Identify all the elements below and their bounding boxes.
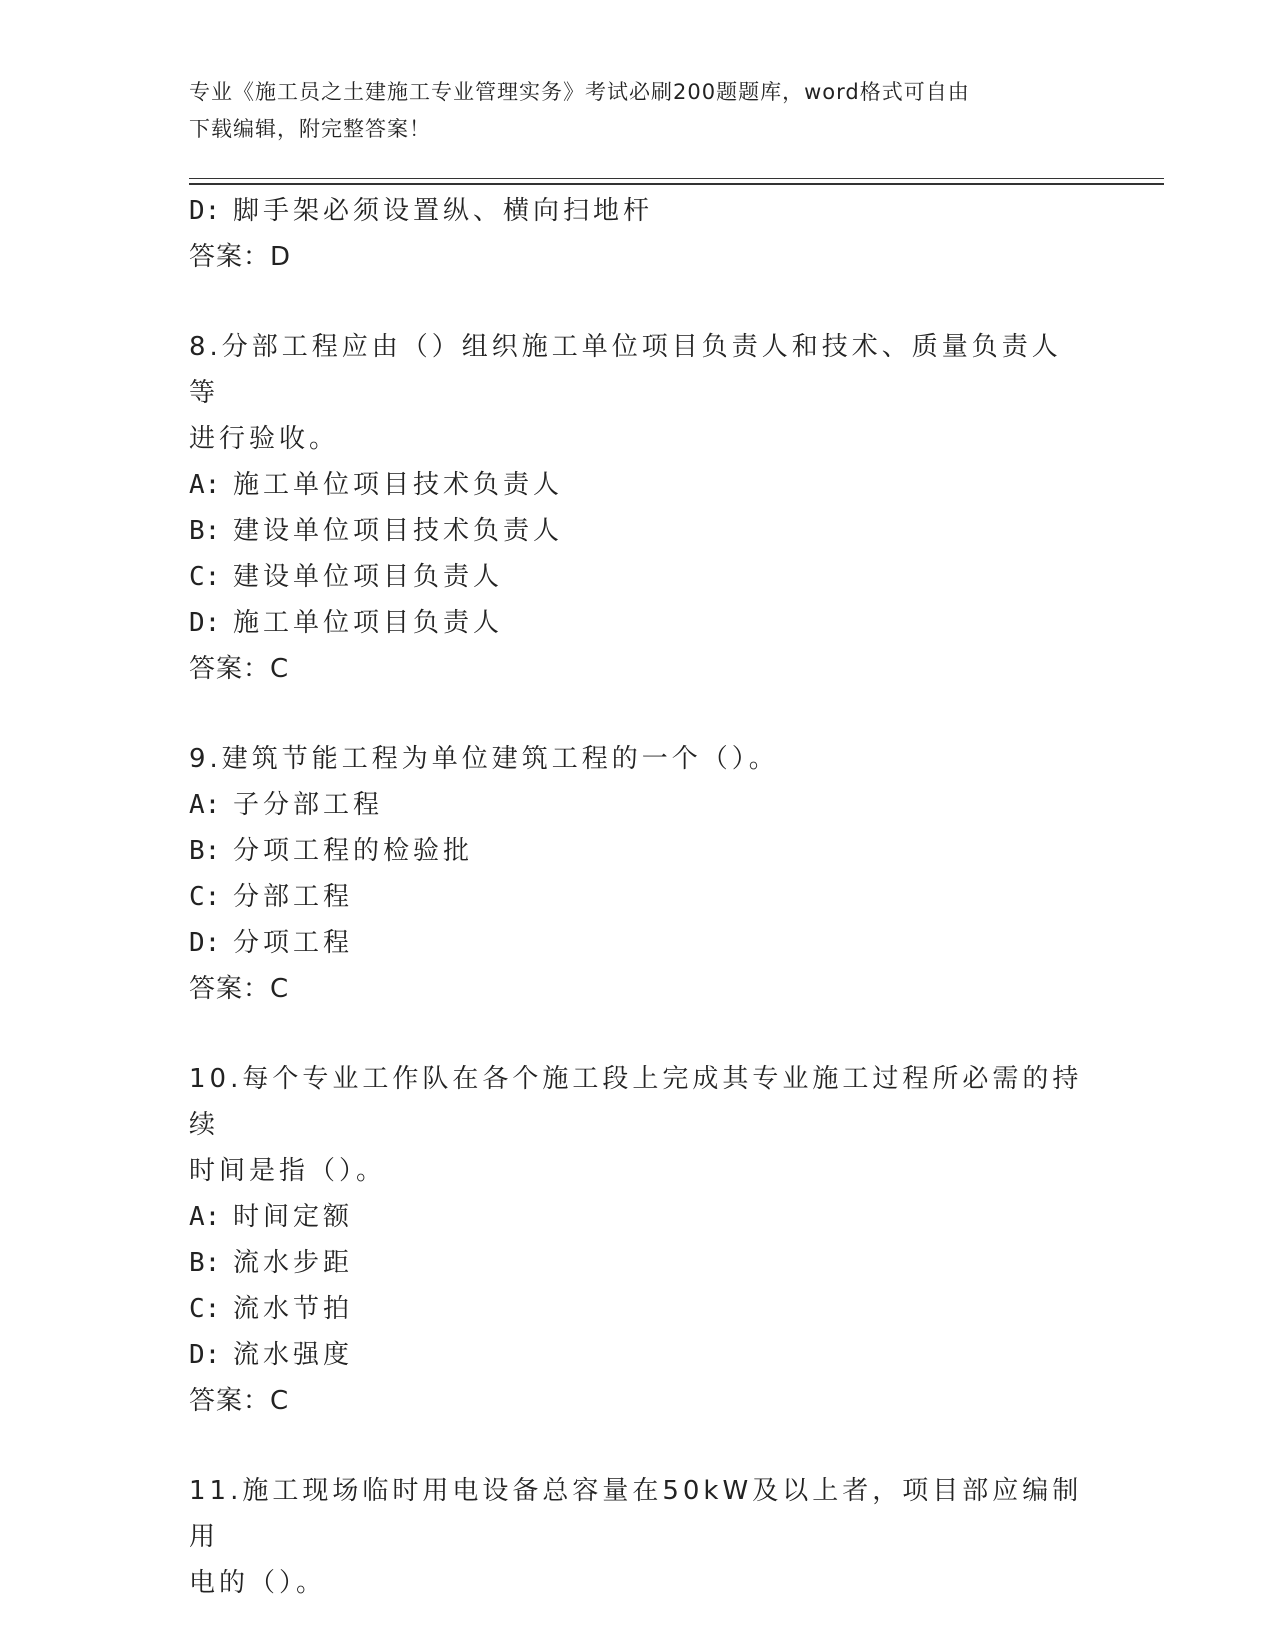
option-text: 流水节拍 — [233, 1294, 354, 1324]
option-c — [189, 554, 1089, 600]
option-letter: B: — [189, 1248, 221, 1278]
option-letter: D: — [189, 928, 221, 958]
option-d — [189, 920, 1089, 966]
question-stem-line: 进行验收。 — [189, 424, 340, 454]
option-b — [189, 508, 1089, 554]
option-c — [189, 1286, 1089, 1332]
option-letter: D: — [189, 196, 221, 226]
option-text: 建设单位项目负责人 — [233, 562, 504, 592]
header-line-2: 下载编辑，附完整答案！ — [189, 117, 431, 141]
option-a — [189, 462, 1089, 508]
answer: 答案：C — [189, 974, 290, 1004]
answer: 答案：C — [189, 1386, 290, 1416]
option-letter: C: — [189, 1294, 221, 1324]
option-text: 施工单位项目负责人 — [233, 608, 504, 638]
option-d — [189, 1332, 1089, 1378]
question-8 — [189, 324, 1089, 692]
document-header — [189, 74, 1089, 148]
option-text: 时间定额 — [233, 1202, 354, 1232]
option-letter: B: — [189, 516, 221, 546]
question-10 — [189, 1056, 1089, 1424]
option-letter: B: — [189, 836, 221, 866]
option-text: 流水强度 — [233, 1340, 354, 1370]
header-divider-thick — [189, 183, 1164, 185]
question-11 — [189, 1468, 1089, 1606]
option-b — [189, 828, 1089, 874]
question-stem-line: 10.每个专业工作队在各个施工段上完成其专业施工过程所必需的持续 — [189, 1064, 1083, 1140]
option-letter: D: — [189, 1340, 221, 1370]
option-d — [189, 188, 1089, 234]
option-a — [189, 1194, 1089, 1240]
option-text: 子分部工程 — [233, 790, 384, 820]
option-d — [189, 600, 1089, 646]
question-stem-line: 11.施工现场临时用电设备总容量在50kW及以上者，项目部应编制用 — [189, 1476, 1083, 1552]
answer: 答案：D — [189, 242, 292, 272]
option-text: 分项工程 — [233, 928, 354, 958]
option-letter: A: — [189, 1202, 221, 1232]
option-letter: C: — [189, 882, 221, 912]
header-divider-thin — [189, 178, 1164, 179]
question-stem-line: 8.分部工程应由（）组织施工单位项目负责人和技术、质量负责人等 — [189, 332, 1062, 408]
question-9 — [189, 736, 1089, 1012]
option-letter: A: — [189, 470, 221, 500]
option-text: 分项工程的检验批 — [233, 836, 474, 866]
question-list — [189, 188, 1089, 1606]
option-letter: A: — [189, 790, 221, 820]
header-line-1: 专业《施工员之土建施工专业管理实务》考试必刷200题题库，word格式可自由 — [189, 80, 970, 104]
question-stem-line: 电的（）。 — [189, 1568, 327, 1598]
question-stem-line: 时间是指（）。 — [189, 1156, 387, 1186]
question-stem-line: 9.建筑节能工程为单位建筑工程的一个（）。 — [189, 744, 779, 774]
option-text: 分部工程 — [233, 882, 354, 912]
option-letter: C: — [189, 562, 221, 592]
option-c — [189, 874, 1089, 920]
option-b — [189, 1240, 1089, 1286]
option-letter: D: — [189, 608, 221, 638]
option-text: 建设单位项目技术负责人 — [233, 516, 564, 546]
option-text: 流水步距 — [233, 1248, 354, 1278]
option-a — [189, 782, 1089, 828]
answer: 答案：C — [189, 654, 290, 684]
option-text: 施工单位项目技术负责人 — [233, 470, 564, 500]
option-text: 脚手架必须设置纵、横向扫地杆 — [233, 196, 654, 226]
